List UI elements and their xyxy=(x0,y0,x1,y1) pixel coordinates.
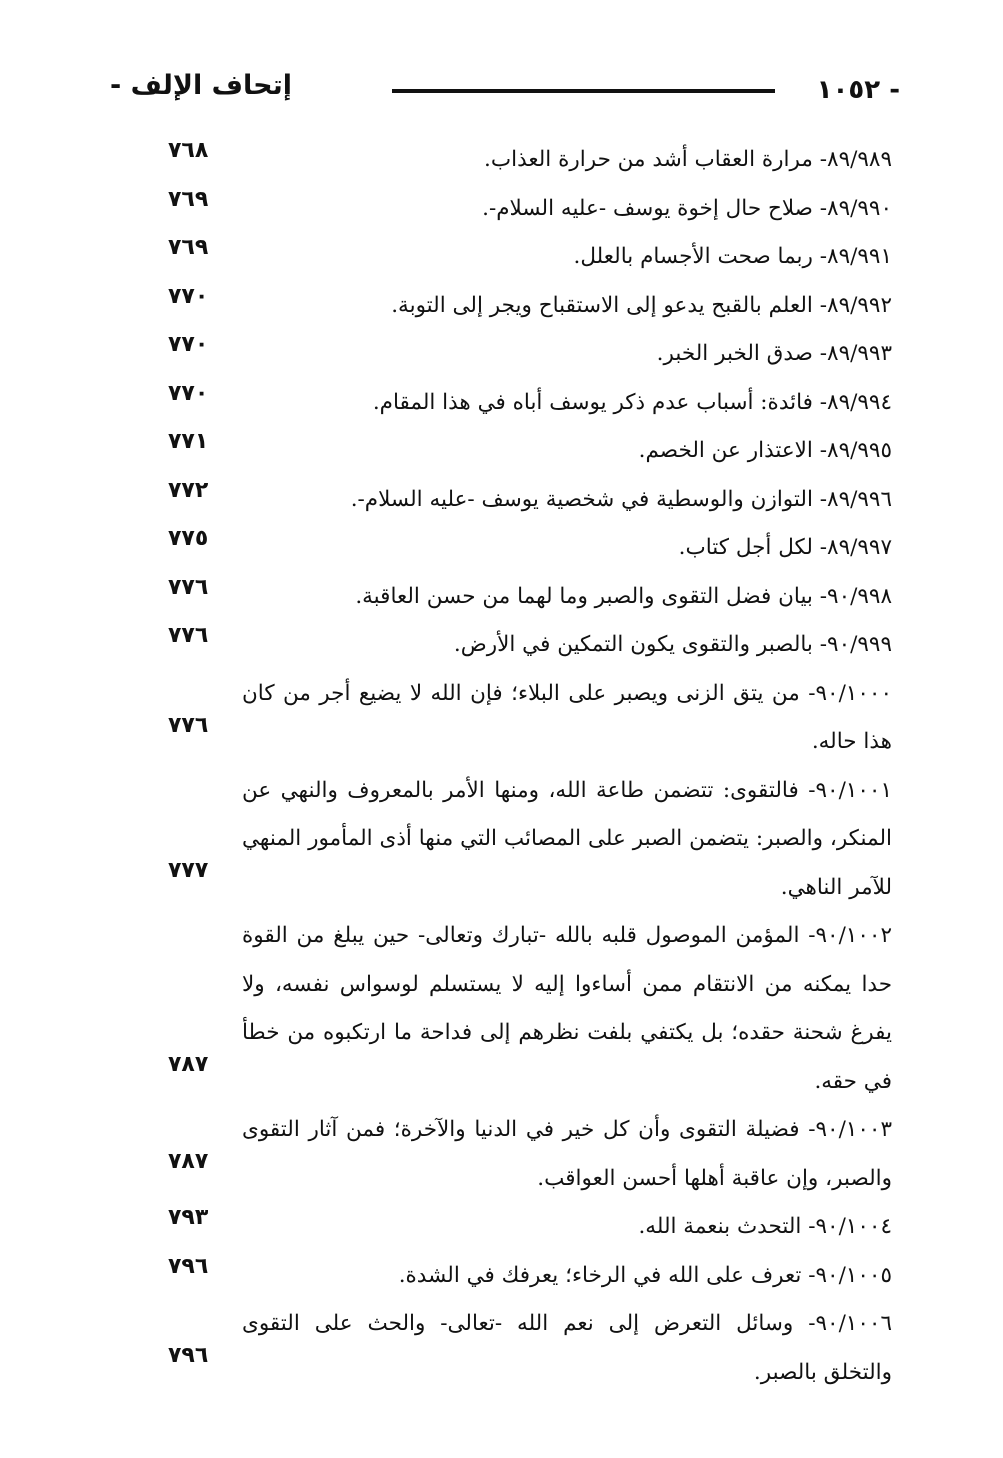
entry-text: ٨٩/٩٩٣- صدق الخبر الخبر. xyxy=(656,341,892,366)
index-entry xyxy=(150,1106,892,1203)
entry-text: ٨٩/٩٩٤- فائدة: أسباب عدم ذكر يوسف أباه في هذا المقام. xyxy=(372,389,892,415)
entry-text: ٨٩/٩٩٢- العلم بالقبح يدعو إلى الاستقباح ويجر إلى التوبة. xyxy=(391,292,892,318)
entry-page-ref: ٧٦٩ xyxy=(168,235,209,260)
header-rule xyxy=(392,89,775,93)
entry-text: ٨٩/٩٩٠- صلاح حال إخوة يوسف -عليه السلام-. xyxy=(482,195,892,221)
index-entry xyxy=(150,1252,892,1301)
entry-text: ٨٩/٩٩٥- الاعتذار عن الخصم. xyxy=(638,438,892,463)
entry-text: ٨٩/٩٩٦- التوازن والوسطية في شخصية يوسف -عليه السلام-. xyxy=(350,486,892,512)
entry-page-ref: ٧٨٧ xyxy=(168,1052,209,1077)
index-entry xyxy=(150,476,892,525)
index-entry xyxy=(150,282,892,331)
entry-page-ref: ٧٦٩ xyxy=(168,186,209,212)
book-title: إتحاف الإلف - xyxy=(110,70,293,101)
index-entry xyxy=(150,136,892,185)
index-entry xyxy=(150,185,892,234)
index-entry xyxy=(150,670,892,767)
entry-page-ref: ٧٧٦ xyxy=(168,574,209,600)
entry-text: ٨٩/٩٩١- ربما صحت الأجسام بالعلل. xyxy=(573,244,892,269)
entry-text: ٩٠/١٠٠٦- وسائل التعرض إلى نعم الله -تعالى- والحث على التقوى والتخلق بالصبر. xyxy=(242,1311,892,1385)
entry-page-ref: ٧٩٦ xyxy=(168,1253,209,1279)
entry-page-ref: ٧٨٧ xyxy=(168,1149,209,1174)
index-entry xyxy=(150,233,892,282)
entry-page-ref: ٧٦٨ xyxy=(168,138,209,163)
entry-text: ٨٩/٩٩٧- لكل أجل كتاب. xyxy=(678,535,892,560)
entry-text: ٩٠/١٠٠١- فالتقوى: تتضمن طاعة الله، ومنها الأمر بالمعروف والنهي عن المنكر، والصبر: يتضمن الصبر على المصائب التي منها أذى المأمور المنهي للآمر الناهي. xyxy=(242,777,892,900)
index-entry xyxy=(150,912,892,1106)
entry-page-ref: ٧٧٢ xyxy=(168,477,209,503)
index-entries xyxy=(150,136,892,1397)
index-entry xyxy=(150,427,892,476)
index-entry xyxy=(150,524,892,573)
index-entry xyxy=(150,1300,892,1397)
index-entry xyxy=(150,573,892,622)
entry-text: ٨٩/٩٨٩- مرارة العقاب أشد من حرارة العذاب. xyxy=(484,147,892,172)
entry-page-ref: ٧٧٧ xyxy=(168,858,209,883)
index-entry xyxy=(150,1203,892,1252)
entry-text: ٩٠/١٠٠٢- المؤمن الموصول قلبه بالله -تبارك وتعالى- حين يبلغ من القوة حدا يمكنه من الانتقام ممن أساءوا إليه لا يستسلم لوسواس نفسه، ولا يفرغ شحنة حقده؛ بل يكتفي بلفت نظرهم إلى فداحة ما ارتكبوه من خطأ في حقه. xyxy=(242,923,892,1094)
page-number: - ١٠٥٢ xyxy=(816,75,900,105)
entry-text: ٩٠/٩٩٩- بالصبر والتقوى يكون التمكين في الأرض. xyxy=(453,632,892,657)
entry-page-ref: ٧٧٥ xyxy=(168,526,209,551)
index-entry xyxy=(150,767,892,913)
entry-text: ٩٠/١٠٠٠- من يتق الزنى ويصبر على البلاء؛ فإن الله لا يضيع أجر من كان هذا حاله. xyxy=(242,680,892,754)
entry-page-ref: ٧٧١ xyxy=(168,429,209,454)
running-header xyxy=(110,66,900,116)
entry-page-ref: ٧٧٠ xyxy=(168,332,209,357)
entry-text: ٩٠/١٠٠٥- تعرف على الله في الرخاء؛ يعرفك في الشدة. xyxy=(398,1262,892,1288)
entry-text: ٩٠/٩٩٨- بيان فضل التقوى والصبر وما لهما من حسن العاقبة. xyxy=(355,583,892,609)
entry-page-ref: ٧٧٠ xyxy=(168,380,209,406)
entry-page-ref: ٧٩٣ xyxy=(168,1205,209,1230)
index-entry xyxy=(150,621,892,670)
entry-text: ٩٠/١٠٠٤- التحدث بنعمة الله. xyxy=(638,1214,892,1239)
entry-page-ref: ٧٩٦ xyxy=(168,1343,209,1368)
index-entry xyxy=(150,330,892,379)
entry-page-ref: ٧٧٦ xyxy=(168,712,209,738)
entry-page-ref: ٧٧٦ xyxy=(168,623,209,648)
entry-page-ref: ٧٧٠ xyxy=(168,283,209,309)
entry-text: ٩٠/١٠٠٣- فضيلة التقوى وأن كل خير في الدنيا والآخرة؛ فمن آثار التقوى والصبر، وإن عاقبة أهلها أحسن العواقب. xyxy=(242,1117,892,1191)
index-entry xyxy=(150,379,892,428)
